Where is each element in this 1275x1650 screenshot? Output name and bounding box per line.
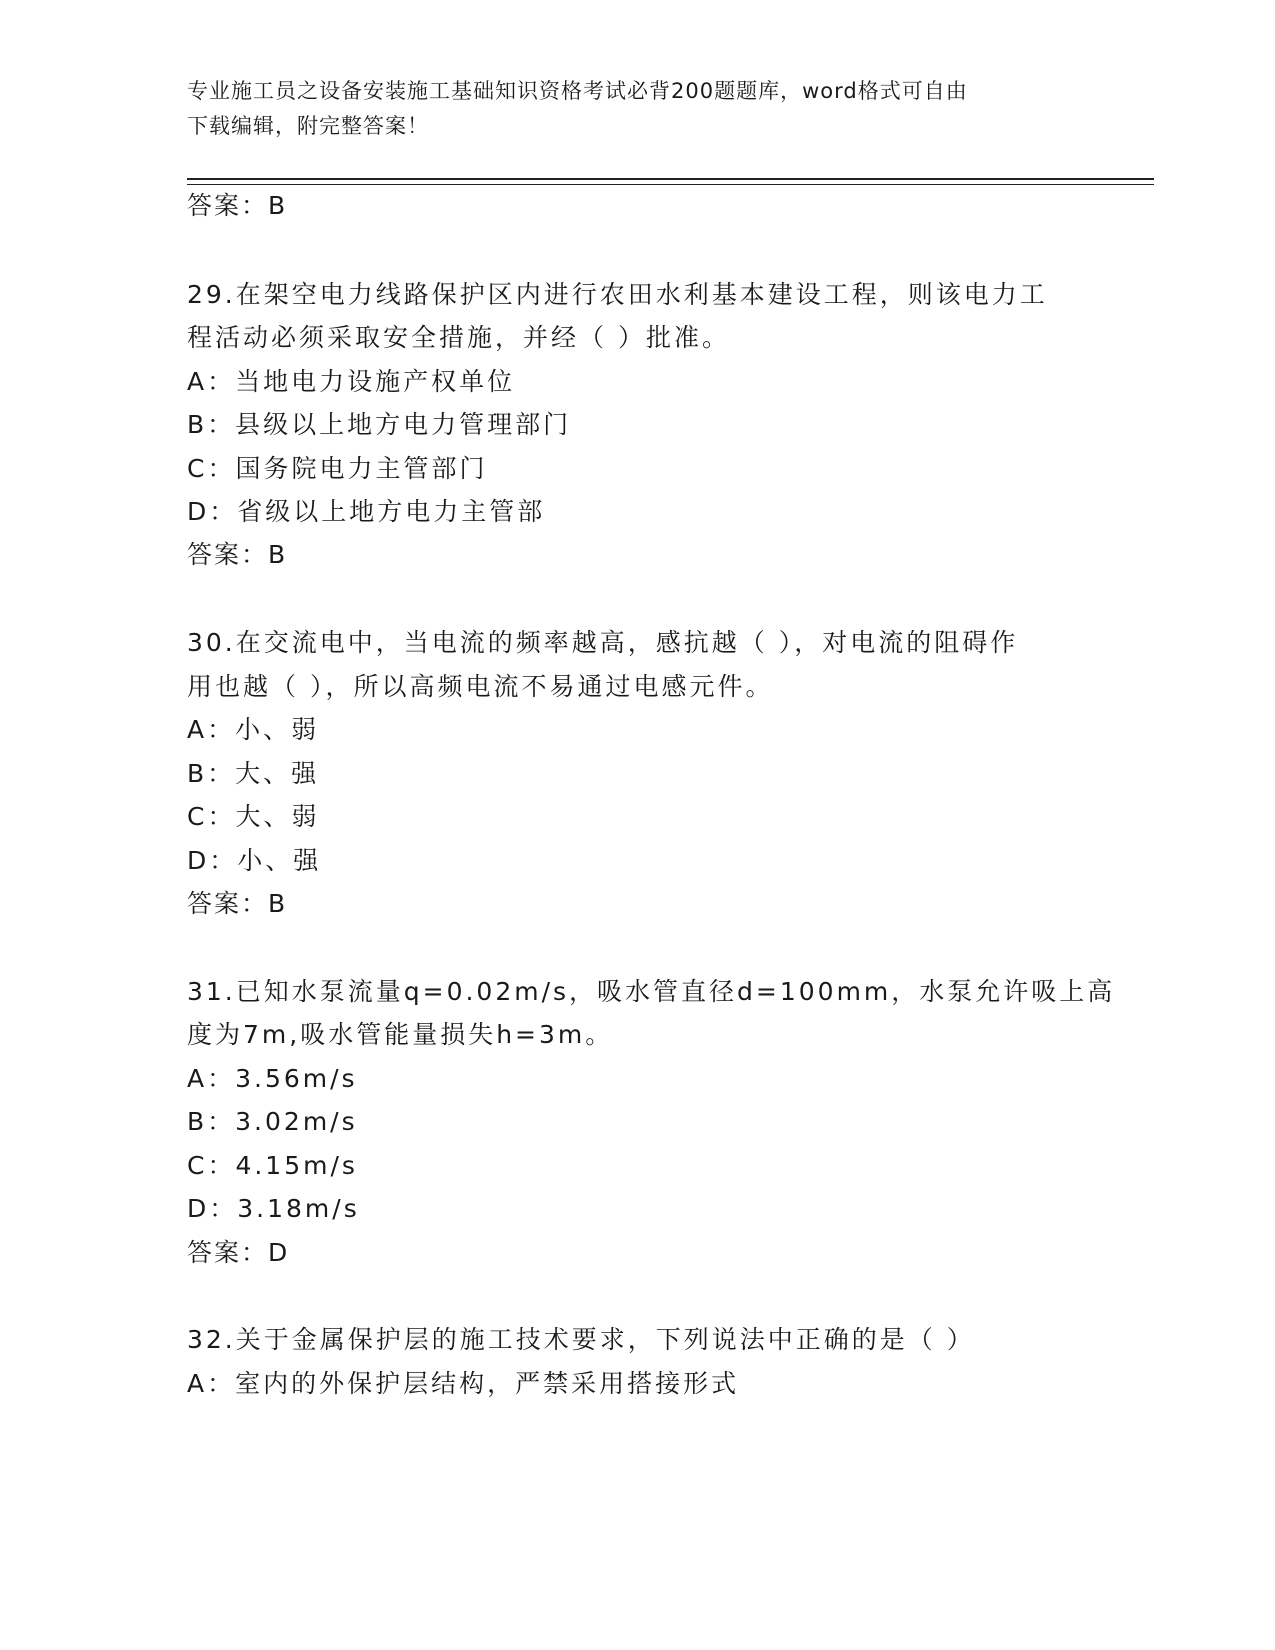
- document-header: [187, 74, 1067, 144]
- question-stem: 程活动必须采取安全措施，并经（ ）批准。: [187, 323, 730, 352]
- question-stem: 30.在交流电中，当电流的频率越高，感抗越（ ），对电流的阻碍作: [187, 628, 1019, 657]
- option-c: C：大、弱: [187, 802, 320, 831]
- answer-value: B: [268, 191, 288, 220]
- question-stem: 29.在架空电力线路保护区内进行农田水利基本建设工程，则该电力工: [187, 280, 1048, 309]
- answer-line: [187, 884, 287, 920]
- option-c: C：国务院电力主管部门: [187, 454, 488, 483]
- answer-label: 答案：: [187, 889, 269, 918]
- option-d: D：小、强: [187, 846, 322, 875]
- question-stem: 32.关于金属保护层的施工技术要求，下列说法中正确的是（ ）: [187, 1325, 975, 1354]
- option-a: A：当地电力设施产权单位: [187, 367, 516, 396]
- option-d: D：省级以上地方电力主管部: [187, 497, 546, 526]
- question-stem: 31.已知水泵流量q=0.02m/s，吸水管直径d=100mm，水泵允许吸上高: [187, 977, 1116, 1006]
- header-divider-thin: [187, 184, 1154, 185]
- answer-value: B: [268, 540, 288, 569]
- option-a: A：小、弱: [187, 715, 320, 744]
- answer-line: [187, 1233, 289, 1269]
- option-d: D：3.18m/s: [187, 1194, 360, 1223]
- answer-value: D: [268, 1238, 290, 1267]
- header-line-2: 下载编辑，附完整答案！: [187, 114, 429, 138]
- header-divider-thick: [187, 178, 1154, 180]
- question-stem: 用也越（ ），所以高频电流不易通过电感元件。: [187, 672, 774, 701]
- option-b: B：3.02m/s: [187, 1107, 358, 1136]
- answer-value: B: [268, 889, 288, 918]
- header-line-1: 专业施工员之设备安装施工基础知识资格考试必背200题题库，word格式可自由: [187, 79, 968, 103]
- answer-label: 答案：: [187, 191, 269, 220]
- answer-line: [187, 535, 287, 571]
- question-stem: 度为7m,吸水管能量损失h=3m。: [187, 1020, 614, 1049]
- answer-line: [187, 186, 287, 222]
- option-a: A：3.56m/s: [187, 1064, 358, 1093]
- answer-label: 答案：: [187, 540, 269, 569]
- option-b: B：县级以上地方电力管理部门: [187, 410, 572, 439]
- option-a: A：室内的外保护层结构，严禁采用搭接形式: [187, 1369, 740, 1398]
- option-b: B：大、强: [187, 759, 320, 788]
- option-c: C：4.15m/s: [187, 1151, 358, 1180]
- answer-label: 答案：: [187, 1238, 269, 1267]
